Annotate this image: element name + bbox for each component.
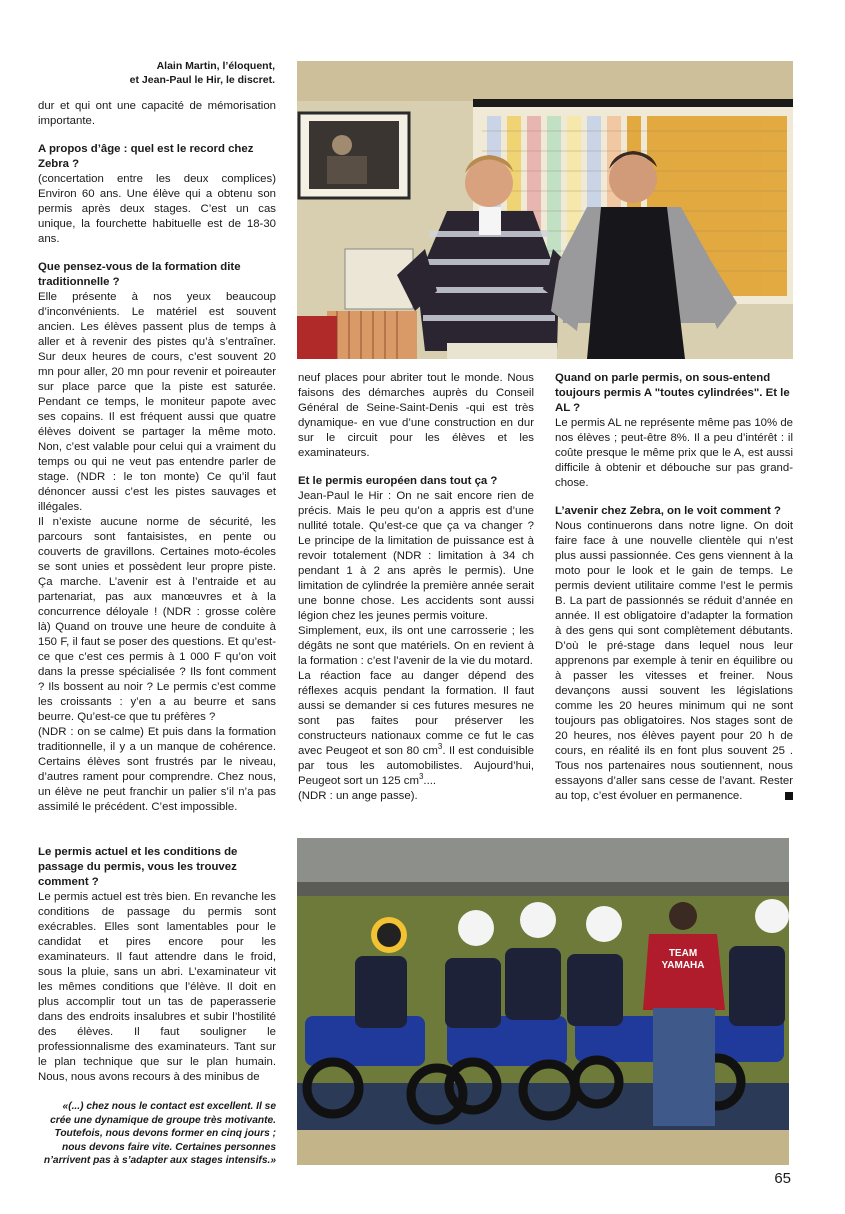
paragraph: Jean-Paul le Hir : On ne sait encore rien de précis. Mais le peu qu’on a appris est d’une nullité totale. Qu’est-ce que ça va changer ? Le principe de la limitation de puissance est à revoir totalement (NDR : limitation à 34 ch pendant 1 à 2 ans après le permis). Une limitation de cylindrée la première année serait une bonne chose. Les accidents sont aussi légion chez les jeunes permis voiture. [298, 490, 534, 622]
page-number: 65 [774, 1170, 791, 1187]
jacket-text-team: TEAM [668, 948, 698, 959]
paragraph: Elle présente à nos yeux beaucoup d’inconvénients. Le matériel est souvent ancien. Les élèves passent plus de temps à aller et à revenir des pistes qu’à s’entraîner. Sur deux heures de cours, c’est souvent 20 mn pour aller, 20 mn pour revenir et poireauter sur place parce que la piste est saturée. Pendant ce temps, le moniteur papote avec ses copains. Il est fréquent aussi que quatre élèves doivent se partager la même moto. Non, c’est valable pour celui qui a vraiment du temps ou qui ne veut pas entendre parler de stage. (NDR : le ton monte) Ce qu’il faut dénoncer aussi c’est les pistes sauvages et illégales. [38, 291, 276, 513]
portrait-photo-drawing [297, 61, 793, 359]
text-run: Nous continuerons dans notre ligne. On doit faire face à une nouvelle clientèle qui n’est plus aussi passionnée. Ces gens viennent à la moto pour le look et le gain de temps. Le permis devient utilitaire comme l’est le permis B. La part de passionnés se réduit d’année en année. Il est obligatoire d’adapter la formation à des gens qui sont complètement débutants. D’où le pré-stage dans lequel nous leur apprenons par exemple à tenir en équilibre ou à passer les vitesses et freiner. Nous devançons aussi souvent les législations comme les 20 heures minimum qui ne sont toujours pas obligatoires. Nos stages sont de 20 heures, nos élèves payent pour 20 h de cours, en réalité ils en font plus souvent 25 . Tous nos partenaires nous soutiennent, nous essayons d’aller sans cesse de l’avant. Rester au top, c’est évoluer en permanence. [555, 520, 793, 802]
text-run: . Il est conduisible par tous les automobilistes. Aujourd’hui, Peugeot sort un 125 cm [298, 745, 534, 787]
photo-caption [120, 59, 275, 87]
question-heading: L’avenir chez Zebra, on le voit comment ? [555, 505, 781, 517]
paragraph: (NDR : un ange passe). [298, 790, 418, 802]
text-run: .... [423, 775, 437, 787]
caption-line-2: et Jean-Paul le Hir, le discret. [129, 74, 275, 86]
jacket-text-yamaha: YAMAHA [661, 960, 705, 971]
column-3 [555, 371, 793, 804]
riders-photo-drawing [297, 838, 789, 1165]
paragraph: (NDR : on se calme) Et puis dans la formation traditionnelle, il y a un manque de cohérence. Certains élèves sont frustrés par le niveau, d’autres rament pour comprendre. Chez nous, un élève ne peut franchir un palier s’il n’a pas assimilé le précédent. C’est impossible. [38, 726, 276, 813]
paragraph: Le permis actuel est très bien. En revanche les conditions de passage du permis sont exécrables. Elles sont lamentables pour le candidat et pires encore pour les examinateurs. Il faut attendre dans le froid, sous la pluie, sans un abri. L’examinateur vit les mêmes conditions que l’élève. Il doit en plus accomplir tout un tas de paperasserie dans des endroits insalubres et subir l’hostilité des élèves. Il faut souligner le professionnalisme des examinateurs. Tant sur le plan technique que sur le plan humain. Nous, nous avons recours à des minibus de [38, 891, 276, 1083]
question-heading: Que pensez-vous de la formation dite traditionnelle ? [38, 261, 241, 288]
paragraph: neuf places pour abriter tout le monde. Nous faisons des démarches auprès du Conseil Général de Seine-Saint-Denis -qui est très dynamique- en vue d’une construction en dur sur le circuit pour les élèves et les examinateurs. [298, 372, 534, 459]
portrait-photo [297, 61, 793, 359]
end-of-article-mark [785, 792, 793, 800]
riders-photo [297, 838, 789, 1165]
superscript: 3 [418, 772, 424, 782]
paragraph: Le permis AL ne représente même pas 10% de nos élèves ; peut-être 8%. Il a peu d’intérêt : il coûte presque le même prix que le A, est aussi difficile à obtenir et débouche sur pas grand-chose. [555, 417, 793, 489]
paragraph: Il n’existe aucune norme de sécurité, les parcours sont fantaisistes, en pente ou couverts de gravillons. Certaines moto-écoles se sont unies et possèdent leur propre piste. Ça marche. L’avenir est à l’entraide et au partenariat, pas aux manœuvres et à la concurrence déloyale ! (NDR : grosse colère là) Quand on trouve une heure de conduite à 150 F, il faut se poser des questions. Et qu’est-ce que c’est ces permis à 1 000 F qu’on voit dans la presse spécialisée ? Ils font comment ? Ils bossent au noir ? Le permis c’est comme les croissants : y’en a au beurre et sans beurre. Qu’est-ce que tu préfères ? [38, 516, 276, 723]
question-heading: A propos d’âge : quel est le record chez Zebra ? [38, 143, 254, 170]
question-heading: Et le permis européen dans tout ça ? [298, 475, 498, 487]
superscript: 3 [437, 742, 443, 752]
question-heading: Quand on parle permis, on sous-entend toujours permis A "toutes cylindrées". Et le AL ? [555, 372, 790, 414]
column-1-bottom [38, 845, 276, 1085]
paragraph: (concertation entre les deux complices) Environ 60 ans. Une élève qui a obtenu son permis après deux stages. C’est un cas unique, la fourchette habituelle est de 18-30 ans. [38, 173, 276, 245]
caption-line-1: Alain Martin, l’éloquent, [156, 60, 275, 72]
paragraph: dur et qui ont une capacité de mémorisation importante. [38, 100, 276, 127]
paragraph [555, 519, 793, 804]
text-run: La réaction face au danger dépend des réflexes acquis pendant la formation. Il faut aussi se demander si ces futures mesures ne sont pas faites pour préserver les constructeurs nationaux comme ce fut le cas avec Peugeot et son 80 cm [298, 670, 534, 757]
pull-quote: «(...) chez nous le contact est excellent. Il se crée une dynamique de groupe très motivante. Toutefois, nous devons former en cinq jours ; nous devons faire vite. Certaines personnes n’arrivent pas à s’adapter aux stages intensifs.» [43, 1101, 276, 1166]
paragraph: Simplement, eux, ils ont une carrosserie ; les dégâts ne sont que matériels. On en revient à la formation : c’est l’avenir de la vie du motard. [298, 625, 534, 667]
column-1 [38, 99, 276, 815]
paragraph [298, 669, 534, 789]
column-2 [298, 371, 534, 804]
question-heading: Le permis actuel et les conditions de passage du permis, vous les trouvez comment ? [38, 846, 238, 888]
